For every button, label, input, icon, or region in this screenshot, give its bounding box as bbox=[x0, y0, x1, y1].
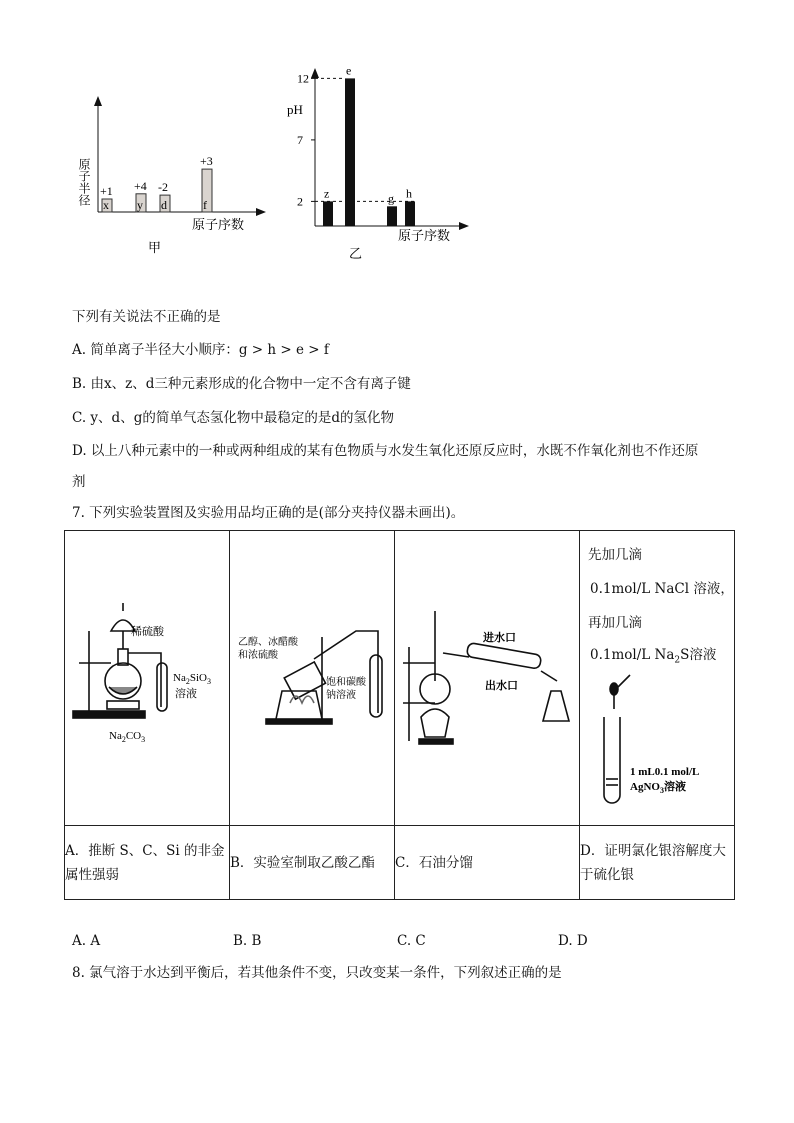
yi-bar-label-g: g bbox=[388, 191, 394, 206]
apparatus-c bbox=[395, 531, 580, 826]
yi-xlabel: 原子序数 bbox=[398, 228, 451, 243]
q6-option-c: C. y、d、g的简单气态氢化物中最稳定的是d的氢化物 bbox=[72, 410, 394, 426]
jia-ylabel: 原子半径 bbox=[77, 158, 91, 206]
yi-bar-label-e: e bbox=[346, 63, 352, 78]
app-c-label-water-out: 出水口 bbox=[485, 680, 518, 692]
chart-jia bbox=[70, 90, 270, 260]
jia-valence-d: -2 bbox=[158, 180, 168, 195]
test-tube-drawing bbox=[580, 671, 734, 821]
cell-d-step2: 再加几滴 bbox=[588, 615, 642, 631]
tube-label-volume: 1 mL0.1 mol/L bbox=[630, 766, 700, 778]
app-b-label-saturated: 饱和碳酸 bbox=[326, 677, 366, 688]
jia-valence-y: +4 bbox=[134, 178, 147, 193]
apparatus-c-drawing bbox=[395, 531, 579, 821]
yi-ytick-7: 7 bbox=[297, 132, 303, 147]
caption-d: D．证明氯化银溶解度大于硫化银 bbox=[580, 826, 735, 900]
jia-bar-label-y: y bbox=[137, 198, 143, 212]
q7-option-a: A. A bbox=[72, 933, 101, 949]
yi-ylabel: pH bbox=[287, 102, 303, 117]
jia-valence-f: +3 bbox=[200, 154, 213, 169]
caption-a: A．推断 S、C、Si 的非金属性强弱 bbox=[65, 826, 230, 900]
yi-ytick-12: 12 bbox=[297, 71, 309, 86]
app-a-label-co3: $Na_2CO_3$ bbox=[109, 730, 146, 744]
yi-caption: 乙 bbox=[349, 246, 363, 261]
q6-option-d-cont: 剂 bbox=[72, 474, 86, 490]
jia-caption: 甲 bbox=[148, 240, 162, 255]
apparatus-a bbox=[65, 531, 230, 826]
jia-bar-label-f: f bbox=[203, 198, 207, 212]
q6-option-d: D. 以上八种元素中的一种或两种组成的某有色物质与水发生氧化还原反应时，水既不作氧化剂也不作还原 bbox=[72, 443, 699, 459]
q8-stem: 8. 氯气溶于水达到平衡后，若其他条件不变，只改变某一条件，下列叙述正确的是 bbox=[72, 965, 562, 981]
yi-bar-e bbox=[345, 78, 355, 226]
q6-option-b: B. 由x、z、d三种元素形成的化合物中一定不含有离子键 bbox=[72, 376, 411, 392]
caption-c: C．石油分馏 bbox=[395, 826, 580, 900]
q6-option-a: A. 简单离子半径大小顺序：g > h > e > f bbox=[72, 342, 329, 358]
cell-d-instructions bbox=[580, 531, 735, 826]
q7-option-c: C. C bbox=[397, 933, 426, 949]
yi-bar-label-h: h bbox=[406, 186, 412, 201]
jia-valence-x: +1 bbox=[100, 184, 113, 198]
app-b-label-solution: 钠溶液 bbox=[326, 690, 356, 701]
cell-d-nacl: 0.1mol/L NaCl 溶液， bbox=[590, 581, 734, 597]
jia-bar-label-d: d bbox=[161, 198, 167, 212]
yi-bar-h bbox=[405, 201, 415, 226]
yi-bar-g bbox=[387, 206, 397, 226]
jia-xlabel: 原子序数 bbox=[192, 217, 245, 232]
q7-option-d: D. D bbox=[558, 933, 588, 949]
app-b-label-acid: 和浓硫酸 bbox=[238, 650, 278, 661]
apparatus-b-drawing bbox=[230, 531, 394, 821]
caption-b: B．实验室制取乙酸乙酯 bbox=[230, 826, 395, 900]
jia-bar-label-x: x bbox=[103, 198, 109, 212]
chart-yi bbox=[283, 62, 473, 267]
experiment-table bbox=[64, 530, 735, 900]
app-a-label-acid: 稀硫酸 bbox=[131, 626, 164, 638]
cell-d-step1: 先加几滴 bbox=[588, 547, 642, 563]
app-a-label-solution: 溶液 bbox=[175, 688, 197, 700]
apparatus-a-drawing bbox=[65, 531, 229, 821]
yi-bar-z bbox=[323, 201, 333, 226]
q7-option-b: B. B bbox=[233, 933, 262, 949]
app-a-label-sio3: $Na_2SiO_3$ bbox=[173, 672, 211, 686]
tube-label-agno3: AgNO$_3$溶液 bbox=[630, 781, 686, 795]
q7-stem: 7. 下列实验装置图及实验用品均正确的是(部分夹持仪器未画出)。 bbox=[72, 505, 465, 521]
app-b-label-reagents: 乙醇、冰醋酸 bbox=[238, 637, 298, 648]
app-c-label-water-in: 进水口 bbox=[483, 632, 516, 644]
q6-stem: 下列有关说法不正确的是 bbox=[72, 309, 221, 325]
yi-ytick-2: 2 bbox=[297, 194, 303, 209]
yi-bar-label-z: z bbox=[324, 186, 330, 201]
apparatus-b bbox=[230, 531, 395, 826]
cell-d-na2s: 0.1mol/L $Na_2S$溶液 bbox=[590, 647, 717, 666]
